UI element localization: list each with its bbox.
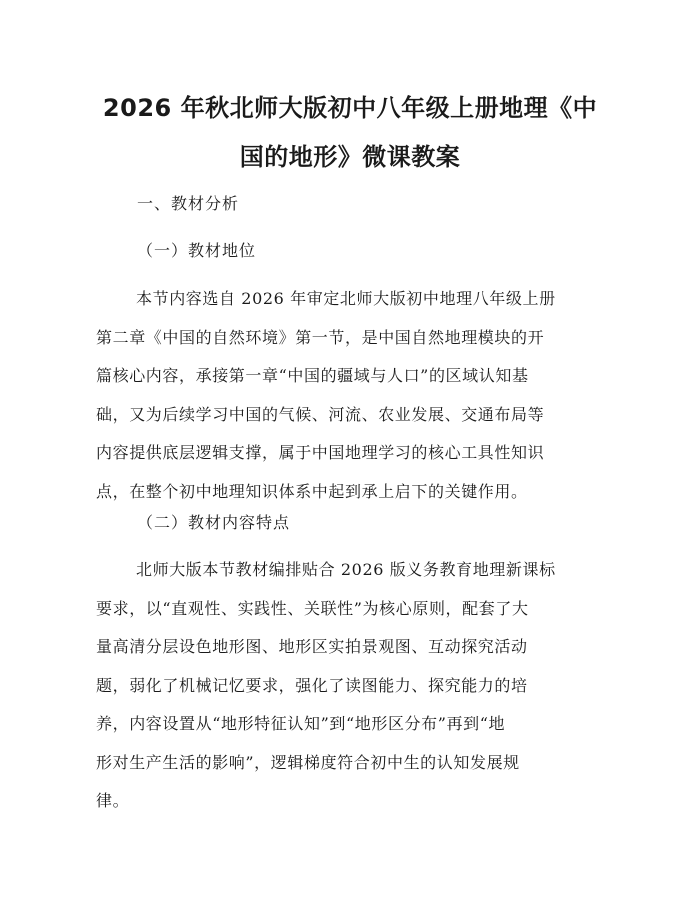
paragraph-line: 本节内容选自 2026 年审定北师大版初中地理八年级上册 xyxy=(136,289,556,308)
paragraph-line: 点，在整个初中地理知识体系中起到承上启下的关键作用。 xyxy=(96,481,528,501)
title-line-2: 国的地形》微课教案 xyxy=(239,143,461,171)
paragraph-line: 篇核心内容，承接第一章“中国的疆域与人口”的区域认知基 xyxy=(96,366,529,385)
paragraph-line: 内容提供底层逻辑支撑，属于中国地理学习的核心工具性知识 xyxy=(96,443,545,462)
paragraph-textbook-position xyxy=(96,280,608,511)
paragraph-line: 题，弱化了机械记忆要求，强化了读图能力、探究能力的培 xyxy=(96,675,528,695)
section-heading-textbook-analysis: 一、教材分析 xyxy=(137,194,240,213)
document-title xyxy=(96,84,604,182)
title-line-1: 2026 年秋北师大版初中八年级上册地理《中 xyxy=(102,94,598,122)
paragraph-content-features xyxy=(96,551,608,821)
paragraph-line: 第二章《中国的自然环境》第一节，是中国自然地理模块的开 xyxy=(96,327,545,347)
paragraph-line: 北师大版本节教材编排贴合 2026 版义务教育地理新课标 xyxy=(136,560,556,579)
paragraph-line: 要求，以“直观性、实践性、关联性”为核心原则，配套了大 xyxy=(96,598,529,618)
paragraph-line: 量高清分层设色地形图、地形区实拍景观图、互动探究活动 xyxy=(96,637,528,656)
paragraph-line: 础，又为后续学习中国的气候、河流、农业发展、交通布局等 xyxy=(96,404,545,424)
paragraph-line: 律。 xyxy=(96,791,130,810)
subsection-heading-textbook-position: （一）教材地位 xyxy=(137,241,257,260)
paragraph-line: 形对生产生活的影响”，逻辑梯度符合初中生的认知发展规 xyxy=(96,752,520,772)
paragraph-line: 养，内容设置从“地形特征认知”到“地形区分布”再到“地 xyxy=(96,714,506,733)
subsection-heading-content-features: （二）教材内容特点 xyxy=(137,513,291,532)
